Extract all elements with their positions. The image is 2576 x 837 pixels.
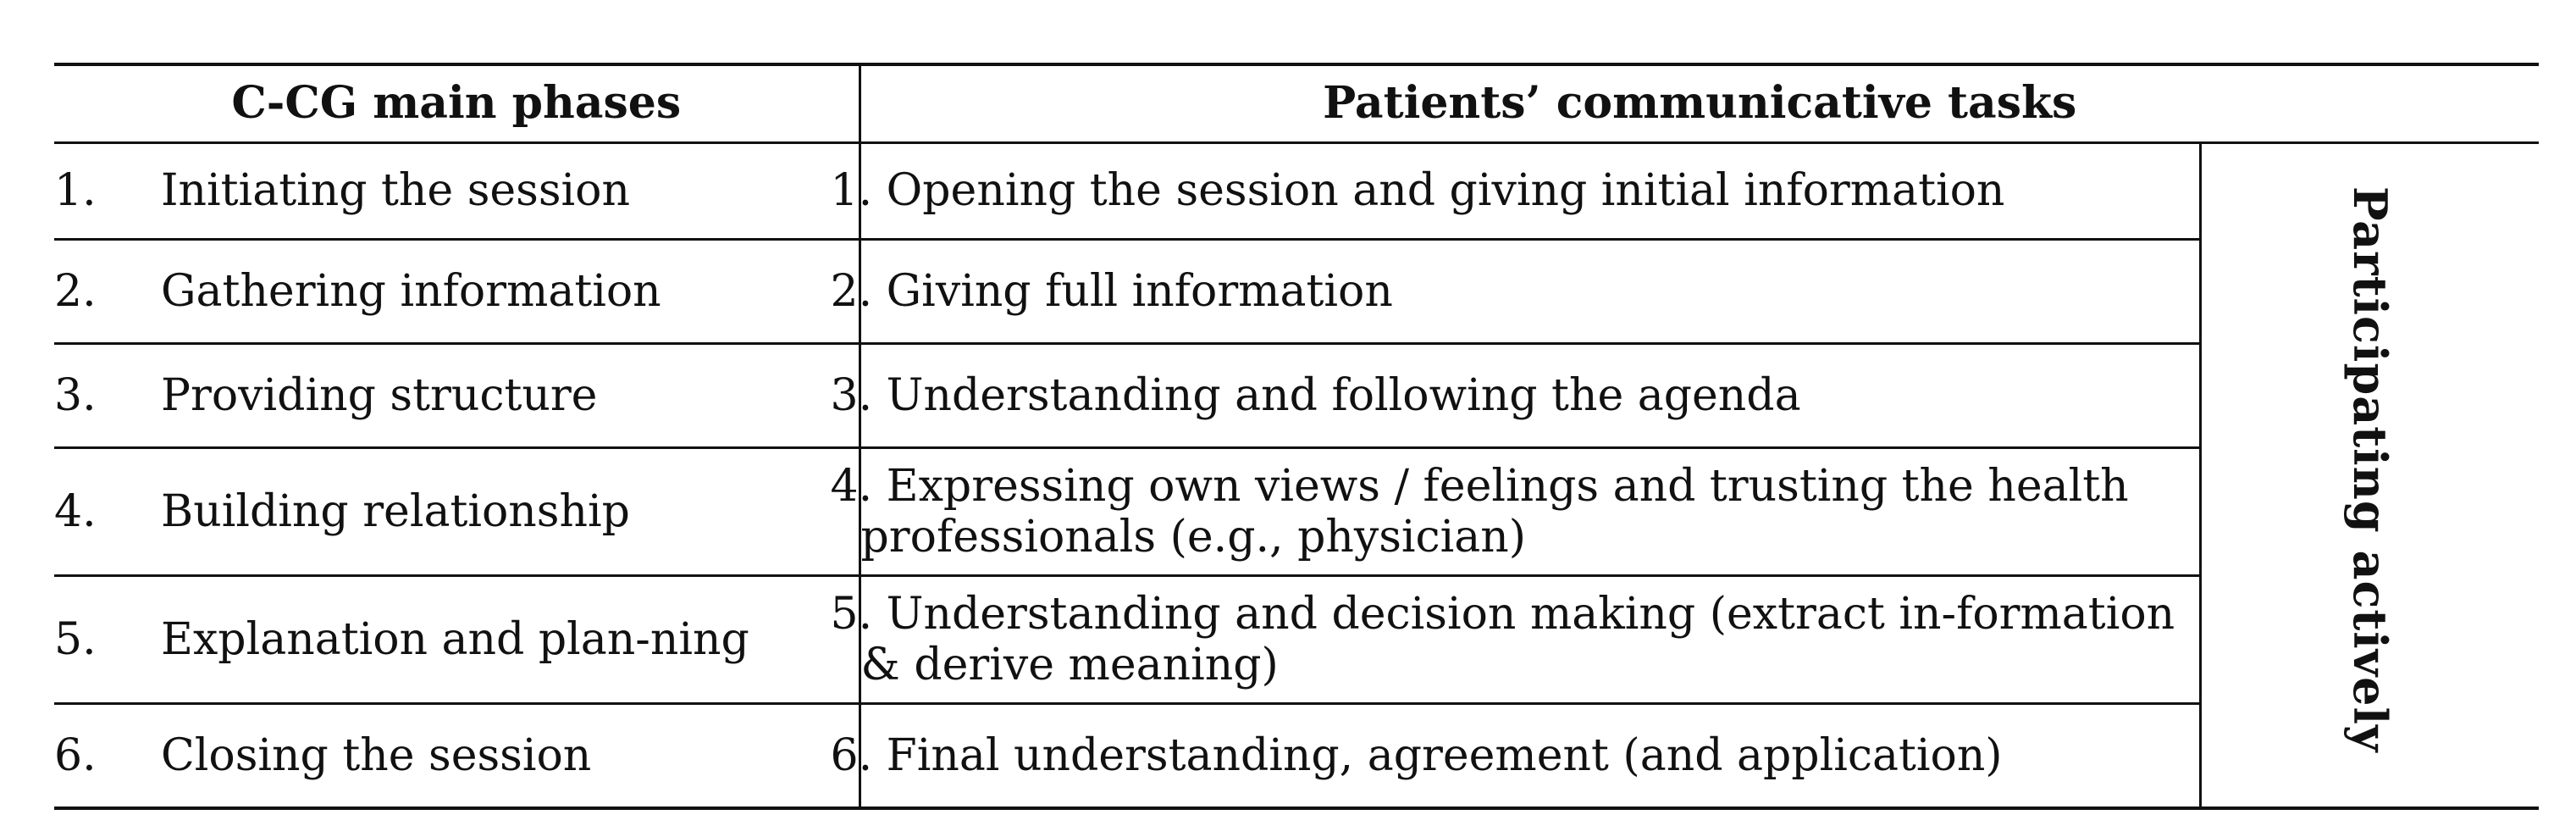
phase-name: Explanation and plan-ning (161, 575, 860, 703)
header-tasks: Patients’ communicative tasks (860, 64, 2539, 142)
phase-name: Initiating the session (161, 142, 860, 239)
phase-name: Closing the session (161, 703, 860, 808)
table-row (54, 343, 2539, 447)
phases-tasks-table (54, 63, 2539, 810)
table-row (54, 142, 2539, 239)
task-text: 2. Giving full information (860, 239, 2200, 343)
task-text: 6. Final understanding, agreement (and application) (860, 703, 2200, 808)
task-text: 3. Understanding and following the agenda (860, 343, 2200, 447)
side-label: Participating actively (2342, 186, 2397, 753)
table-row (54, 575, 2539, 703)
phase-number: 1. (54, 142, 161, 239)
phase-number: 4. (54, 447, 161, 575)
phase-name: Gathering information (161, 239, 860, 343)
task-text: 4. Expressing own views / feelings and trusting the health professionals (e.g., physician) (860, 447, 2200, 575)
header-phases: C-CG main phases (54, 64, 860, 142)
table-row (54, 447, 2539, 575)
phase-number: 2. (54, 239, 161, 343)
task-text: 1. Opening the session and giving initial information (860, 142, 2200, 239)
phase-name: Building relationship (161, 447, 860, 575)
phase-number: 6. (54, 703, 161, 808)
phase-number: 5. (54, 575, 161, 703)
side-cell (2200, 142, 2539, 808)
task-text: 5. Understanding and decision making (extract in-formation & derive meaning) (860, 575, 2200, 703)
phase-number: 3. (54, 343, 161, 447)
table-row (54, 703, 2539, 808)
table-header-row (54, 64, 2539, 142)
table-row (54, 239, 2539, 343)
phase-name: Providing structure (161, 343, 860, 447)
